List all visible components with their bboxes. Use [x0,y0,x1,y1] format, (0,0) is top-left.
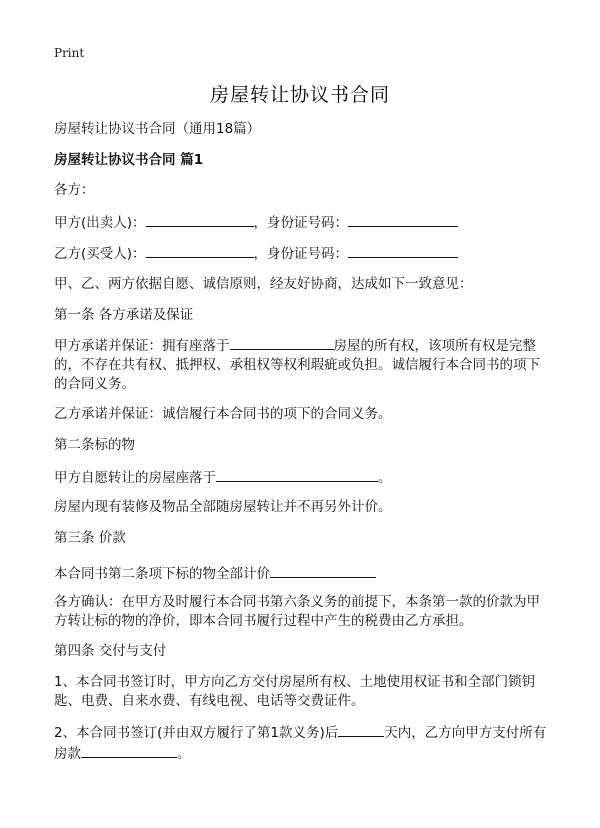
party-b-line [54,243,548,264]
print-label[interactable]: Print [54,46,85,60]
article-3-title: 第三条 价款 [54,530,126,546]
party-b-id-blank [348,243,458,258]
party-b-name-blank [146,243,254,258]
article-2-paragraph-1: 甲方自愿转让的房屋座落于 。 [54,467,548,488]
article-1-title: 第一条 各方承诺及保证 [54,307,194,323]
party-a-id-label: ，身份证号码： [253,215,349,231]
party-a-line [54,212,548,233]
price-blank [270,563,376,578]
article-1-paragraph-2: 乙方承诺并保证：诚信履行本合同书的项下的合同义务。 [54,406,392,422]
party-a-id-blank [348,212,458,227]
article-3-paragraph-2: 各方确认：在甲方及时履行本合同书第六条义务的前提下，本条第一款的价款为甲方转让标的物的净价，即本合同书履行过程中产生的税费由乙方承担。 [54,594,540,629]
article-4-title: 第四条 交付与支付 [54,643,167,659]
party-a-label: 甲方(出卖人)： [54,215,146,231]
days-blank [338,722,384,737]
party-b-label: 乙方(买受人)： [54,246,146,262]
property-location-blank [230,335,334,350]
article-2-title: 第二条标的物 [54,437,135,453]
party-a-name-blank [146,212,254,227]
article-4-paragraph-1: 1、本合同书签订时，甲方向乙方交付房屋所有权、土地使用权证书和全部门锁钥匙、电费、自来水费、有线电视、电话等交费证件。 [54,674,536,709]
article-3-paragraph-1: 本合同书第二条项下标的物全部计价 [54,563,548,584]
payment-amount-blank [81,743,177,758]
article-1-paragraph-1: 甲方承诺并保证：拥有座落于 房屋的所有权，该项所有权是完整的，不存在共有权、抵押权、承租权等权利瑕疵或负担。诚信履行本合同书的项下的合同义务。 [54,335,548,394]
transfer-location-blank [216,467,378,482]
document-title: 房屋转让协议书合同 [209,84,390,106]
article-4-paragraph-2: 2、本合同书签订(并由双方履行了第1款义务)后 天内，乙方向甲方支付所有房款 。 [54,722,548,764]
greeting: 各方： [54,182,95,198]
intro-paragraph: 甲、乙、两方依据自愿、诚信原则，经友好协商，达成如下一致意见： [54,276,473,292]
document-subtitle: 房屋转让协议书合同（通用18篇） [54,121,261,137]
party-b-id-label: ，身份证号码： [253,246,349,262]
section-title: 房屋转让协议书合同 篇1 [54,152,204,168]
article-2-paragraph-2: 房屋内现有装修及物品全部随房屋转让并不再另外计价。 [54,499,392,515]
